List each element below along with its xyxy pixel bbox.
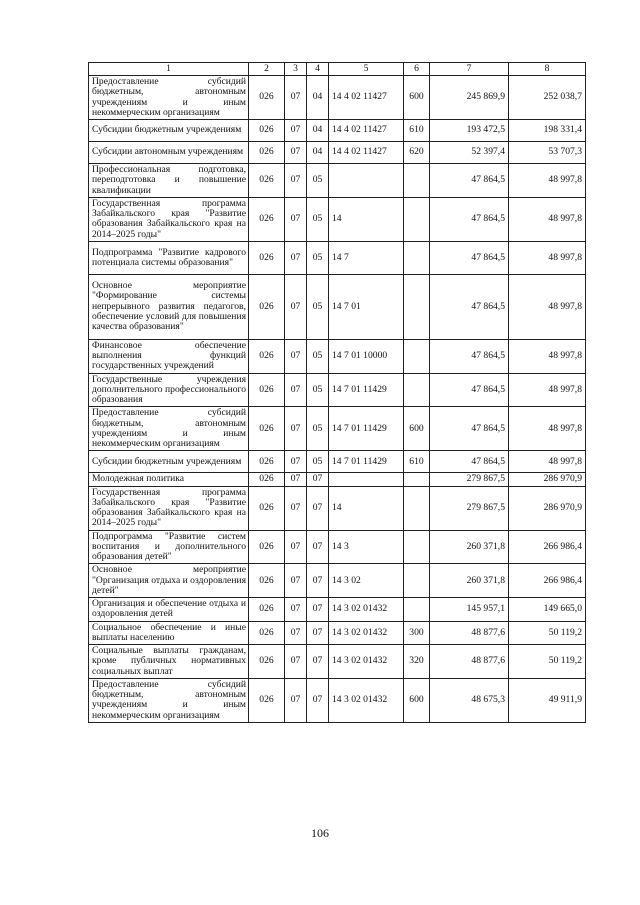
expense-type-cell xyxy=(404,473,430,486)
subsection-cell: 07 xyxy=(307,564,329,598)
section-cell: 07 xyxy=(285,530,307,564)
table-row xyxy=(89,274,586,339)
ministry-code-cell: 026 xyxy=(249,76,285,120)
expense-type-cell: 600 xyxy=(404,678,430,722)
expense-type-cell: 620 xyxy=(404,142,430,164)
header-row xyxy=(89,63,586,76)
section-cell: 07 xyxy=(285,473,307,486)
section-cell: 07 xyxy=(285,339,307,373)
target-article-cell: 14 7 01 11429 xyxy=(329,407,404,451)
target-article-cell: 14 3 02 xyxy=(329,564,404,598)
table-row xyxy=(89,197,586,241)
amount-year-2-cell: 286 970,9 xyxy=(509,486,586,530)
expense-type-cell xyxy=(404,564,430,598)
row-name-cell: Субсидии автономным учреждениям xyxy=(89,142,249,164)
amount-year-2-cell: 149 665,0 xyxy=(509,598,586,622)
ministry-code-cell: 026 xyxy=(249,142,285,164)
row-name-cell: Государственные учреждения дополнительного профессионального образования xyxy=(89,373,249,407)
expense-type-cell: 600 xyxy=(404,76,430,120)
amount-year-1-cell: 48 877,6 xyxy=(430,645,509,679)
amount-year-2-cell: 48 997,8 xyxy=(509,164,586,198)
target-article-cell: 14 3 02 01432 xyxy=(329,645,404,679)
column-header-5: 5 xyxy=(329,63,404,76)
amount-year-2-cell: 53 707,3 xyxy=(509,142,586,164)
subsection-cell: 04 xyxy=(307,120,329,142)
section-cell: 07 xyxy=(285,274,307,339)
subsection-cell: 05 xyxy=(307,407,329,451)
row-name-cell: Основное мероприятие "Организация отдыха и оздоровления детей" xyxy=(89,564,249,598)
expense-type-cell xyxy=(404,530,430,564)
section-cell: 07 xyxy=(285,241,307,274)
ministry-code-cell: 026 xyxy=(249,473,285,486)
amount-year-1-cell: 260 371,8 xyxy=(430,564,509,598)
ministry-code-cell: 026 xyxy=(249,197,285,241)
expense-type-cell xyxy=(404,274,430,339)
expense-type-cell xyxy=(404,598,430,622)
section-cell: 07 xyxy=(285,197,307,241)
amount-year-1-cell: 47 864,5 xyxy=(430,407,509,451)
amount-year-1-cell: 47 864,5 xyxy=(430,241,509,274)
target-article-cell: 14 3 02 01432 xyxy=(329,598,404,622)
amount-year-1-cell: 47 864,5 xyxy=(430,339,509,373)
ministry-code-cell: 026 xyxy=(249,274,285,339)
row-name-cell: Социальные выплаты гражданам, кроме публичных нормативных социальных выплат xyxy=(89,645,249,679)
table-row xyxy=(89,451,586,473)
column-header-6: 6 xyxy=(404,63,430,76)
column-header-8: 8 xyxy=(509,63,586,76)
table-row xyxy=(89,339,586,373)
ministry-code-cell: 026 xyxy=(249,451,285,473)
expense-type-cell: 320 xyxy=(404,645,430,679)
ministry-code-cell: 026 xyxy=(249,645,285,679)
amount-year-1-cell: 279 867,5 xyxy=(430,486,509,530)
expense-type-cell: 300 xyxy=(404,621,430,645)
subsection-cell: 04 xyxy=(307,76,329,120)
section-cell: 07 xyxy=(285,373,307,407)
subsection-cell: 05 xyxy=(307,164,329,198)
amount-year-1-cell: 193 472,5 xyxy=(430,120,509,142)
row-name-cell: Предоставление субсидий бюджетным, автономным учреждениям и иным некоммерческим организациям xyxy=(89,407,249,451)
table-header xyxy=(89,63,586,76)
target-article-cell: 14 xyxy=(329,486,404,530)
section-cell: 07 xyxy=(285,120,307,142)
amount-year-2-cell: 48 997,8 xyxy=(509,373,586,407)
expense-type-cell xyxy=(404,241,430,274)
column-header-4: 4 xyxy=(307,63,329,76)
target-article-cell: 14 3 02 01432 xyxy=(329,621,404,645)
amount-year-2-cell: 48 997,8 xyxy=(509,274,586,339)
section-cell: 07 xyxy=(285,76,307,120)
table-row xyxy=(89,164,586,198)
amount-year-2-cell: 266 986,4 xyxy=(509,530,586,564)
ministry-code-cell: 026 xyxy=(249,598,285,622)
page-number: 106 xyxy=(311,826,329,840)
expense-type-cell xyxy=(404,197,430,241)
budget-table xyxy=(88,62,586,723)
ministry-code-cell: 026 xyxy=(249,241,285,274)
section-cell: 07 xyxy=(285,598,307,622)
row-name-cell: Подпрограмма "Развитие систем воспитания и дополнительного образования детей" xyxy=(89,530,249,564)
ministry-code-cell: 026 xyxy=(249,120,285,142)
column-header-7: 7 xyxy=(430,63,509,76)
amount-year-2-cell: 50 119,2 xyxy=(509,621,586,645)
section-cell: 07 xyxy=(285,645,307,679)
column-header-3: 3 xyxy=(285,63,307,76)
row-name-cell: Профессиональная подготовка, переподготовка и повышение квалификации xyxy=(89,164,249,198)
row-name-cell: Молодежная политика xyxy=(89,473,249,486)
column-header-1: 1 xyxy=(89,63,249,76)
row-name-cell: Организация и обеспечение отдыха и оздоровления детей xyxy=(89,598,249,622)
table-row xyxy=(89,241,586,274)
section-cell: 07 xyxy=(285,621,307,645)
amount-year-1-cell: 52 397,4 xyxy=(430,142,509,164)
ministry-code-cell: 026 xyxy=(249,564,285,598)
expense-type-cell xyxy=(404,373,430,407)
subsection-cell: 05 xyxy=(307,339,329,373)
ministry-code-cell: 026 xyxy=(249,530,285,564)
row-name-cell: Предоставление субсидий бюджетным, автономным учреждениям и иным некоммерческим организациям xyxy=(89,678,249,722)
target-article-cell: 14 4 02 11427 xyxy=(329,120,404,142)
row-name-cell: Основное мероприятие "Формирование системы непрерывного развития педагогов, обеспечение условий для повышения качества образования" xyxy=(89,274,249,339)
table-row xyxy=(89,142,586,164)
table-row xyxy=(89,373,586,407)
amount-year-1-cell: 47 864,5 xyxy=(430,373,509,407)
target-article-cell: 14 3 xyxy=(329,530,404,564)
target-article-cell: 14 4 02 11427 xyxy=(329,142,404,164)
amount-year-2-cell: 48 997,8 xyxy=(509,407,586,451)
subsection-cell: 07 xyxy=(307,645,329,679)
amount-year-1-cell: 47 864,5 xyxy=(430,164,509,198)
amount-year-2-cell: 48 997,8 xyxy=(509,241,586,274)
row-name-cell: Субсидии бюджетным учреждениям xyxy=(89,451,249,473)
section-cell: 07 xyxy=(285,164,307,198)
target-article-cell: 14 xyxy=(329,197,404,241)
expense-type-cell xyxy=(404,339,430,373)
amount-year-2-cell: 50 119,2 xyxy=(509,645,586,679)
amount-year-2-cell: 48 997,8 xyxy=(509,197,586,241)
subsection-cell: 07 xyxy=(307,530,329,564)
row-name-cell: Подпрограмма "Развитие кадрового потенциала системы образования" xyxy=(89,241,249,274)
ministry-code-cell: 026 xyxy=(249,373,285,407)
column-header-2: 2 xyxy=(249,63,285,76)
amount-year-1-cell: 47 864,5 xyxy=(430,274,509,339)
target-article-cell: 14 7 01 xyxy=(329,274,404,339)
table-row xyxy=(89,598,586,622)
subsection-cell: 05 xyxy=(307,241,329,274)
subsection-cell: 07 xyxy=(307,678,329,722)
ministry-code-cell: 026 xyxy=(249,407,285,451)
row-name-cell: Государственная программа Забайкальского края "Развитие образования Забайкальского края на 2014–2025 годы" xyxy=(89,197,249,241)
target-article-cell: 14 3 02 01432 xyxy=(329,678,404,722)
amount-year-1-cell: 260 371,8 xyxy=(430,530,509,564)
section-cell: 07 xyxy=(285,486,307,530)
table-row xyxy=(89,564,586,598)
table-body xyxy=(89,76,586,723)
expense-type-cell xyxy=(404,164,430,198)
table-row xyxy=(89,76,586,120)
section-cell: 07 xyxy=(285,407,307,451)
section-cell: 07 xyxy=(285,142,307,164)
subsection-cell: 07 xyxy=(307,621,329,645)
subsection-cell: 07 xyxy=(307,598,329,622)
target-article-cell xyxy=(329,164,404,198)
subsection-cell: 05 xyxy=(307,197,329,241)
subsection-cell: 05 xyxy=(307,373,329,407)
amount-year-2-cell: 252 038,7 xyxy=(509,76,586,120)
amount-year-1-cell: 279 867,5 xyxy=(430,473,509,486)
expense-type-cell: 610 xyxy=(404,451,430,473)
row-name-cell: Субсидии бюджетным учреждениям xyxy=(89,120,249,142)
target-article-cell: 14 7 xyxy=(329,241,404,274)
table-row xyxy=(89,473,586,486)
row-name-cell: Финансовое обеспечение выполнения функций государственных учреждений xyxy=(89,339,249,373)
target-article-cell: 14 7 01 11429 xyxy=(329,451,404,473)
row-name-cell: Предоставление субсидий бюджетным, автономным учреждениям и иным некоммерческим организациям xyxy=(89,76,249,120)
ministry-code-cell: 026 xyxy=(249,339,285,373)
ministry-code-cell: 026 xyxy=(249,678,285,722)
expense-type-cell xyxy=(404,486,430,530)
amount-year-2-cell: 48 997,8 xyxy=(509,339,586,373)
expense-type-cell: 610 xyxy=(404,120,430,142)
table-row xyxy=(89,530,586,564)
amount-year-1-cell: 48 877,6 xyxy=(430,621,509,645)
amount-year-1-cell: 245 869,9 xyxy=(430,76,509,120)
ministry-code-cell: 026 xyxy=(249,486,285,530)
target-article-cell xyxy=(329,473,404,486)
table-row xyxy=(89,407,586,451)
amount-year-2-cell: 286 970,9 xyxy=(509,473,586,486)
amount-year-1-cell: 48 675,3 xyxy=(430,678,509,722)
amount-year-2-cell: 48 997,8 xyxy=(509,451,586,473)
table-row xyxy=(89,486,586,530)
row-name-cell: Государственная программа Забайкальского края "Развитие образования Забайкальского края на 2014–2025 годы" xyxy=(89,486,249,530)
section-cell: 07 xyxy=(285,451,307,473)
subsection-cell: 07 xyxy=(307,486,329,530)
table-row xyxy=(89,621,586,645)
amount-year-2-cell: 266 986,4 xyxy=(509,564,586,598)
subsection-cell: 04 xyxy=(307,142,329,164)
table-row xyxy=(89,678,586,722)
row-name-cell: Социальное обеспечение и иные выплаты населению xyxy=(89,621,249,645)
subsection-cell: 05 xyxy=(307,274,329,339)
amount-year-1-cell: 145 957,1 xyxy=(430,598,509,622)
amount-year-1-cell: 47 864,5 xyxy=(430,451,509,473)
ministry-code-cell: 026 xyxy=(249,164,285,198)
section-cell: 07 xyxy=(285,678,307,722)
amount-year-2-cell: 198 331,4 xyxy=(509,120,586,142)
target-article-cell: 14 4 02 11427 xyxy=(329,76,404,120)
target-article-cell: 14 7 01 11429 xyxy=(329,373,404,407)
amount-year-2-cell: 49 911,9 xyxy=(509,678,586,722)
expense-type-cell: 600 xyxy=(404,407,430,451)
table-row xyxy=(89,120,586,142)
table-row xyxy=(89,645,586,679)
subsection-cell: 07 xyxy=(307,473,329,486)
subsection-cell: 05 xyxy=(307,451,329,473)
ministry-code-cell: 026 xyxy=(249,621,285,645)
target-article-cell: 14 7 01 10000 xyxy=(329,339,404,373)
section-cell: 07 xyxy=(285,564,307,598)
amount-year-1-cell: 47 864,5 xyxy=(430,197,509,241)
